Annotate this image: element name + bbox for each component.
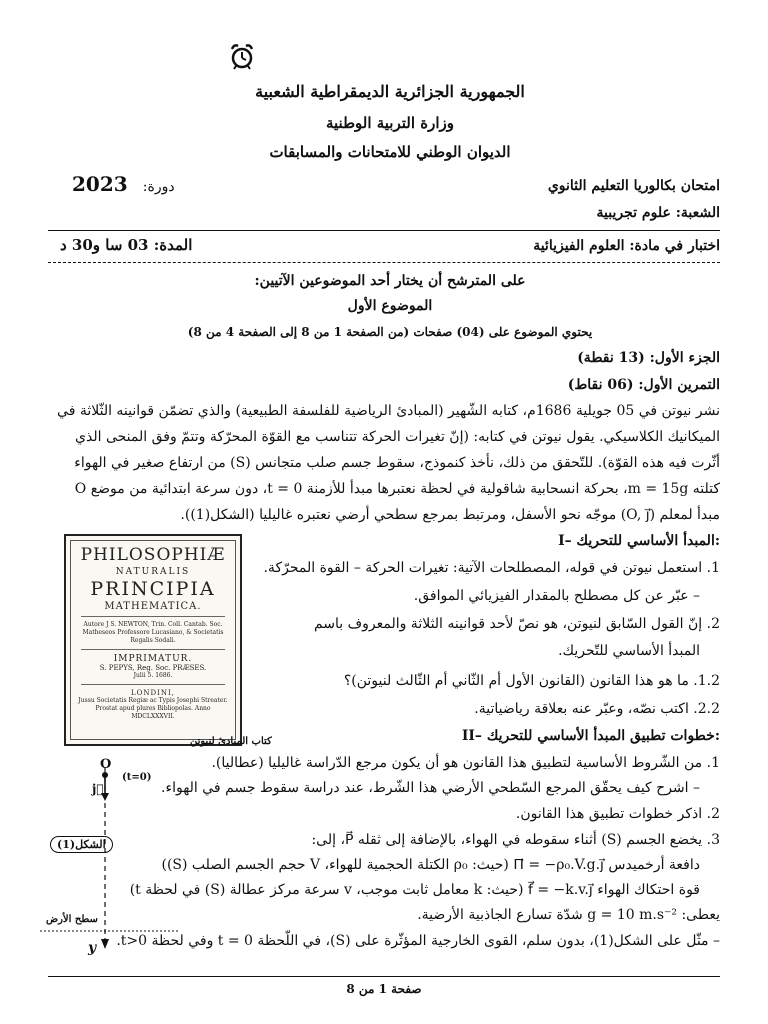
- requirement-4: – مثّل على الشكل(1)، بدون سلم، القوى الخارجية المؤثّرة على (S)، في اللّحظة t = 0 وفي لحظة t>0.: [116, 933, 720, 949]
- t0-label: (t=0): [122, 772, 152, 783]
- header-divider-bottom: [48, 262, 720, 263]
- ministry-title: وزارة التربية الوطنية: [325, 114, 454, 132]
- office-title: الديوان الوطني للامتحانات والمسابقات: [269, 143, 511, 161]
- section-2-title: II– خطوات تطبيق المبدأ الأساسي للتحريك:: [461, 728, 720, 744]
- topic-title: الموضوع الأول: [347, 298, 433, 314]
- section-1-title: I– المبدأ الأساسي للتحريك:: [558, 533, 720, 549]
- y-axis-label: y: [88, 940, 97, 956]
- book-rule-2: [81, 649, 225, 650]
- choose-instruction: على المترشح أن يختار أحد الموضوعين الآتيين:: [254, 273, 526, 289]
- book-author: Autore J S. NEWTON, Trin. Coll. Cantab. Soc. Matheseos Professore Lucasiano, & Societatis Regalis Sodali.: [82, 621, 224, 644]
- book-imprimatur: IMPRIMATUR.: [113, 654, 193, 664]
- book-title-line-1: PHILOSOPHIÆ: [80, 545, 226, 565]
- session: [72, 172, 175, 196]
- given-data: يعطى: g = 10 m.s⁻² شدّة تسارع الجاذبية الأرضية.: [417, 907, 720, 923]
- requirement-1b: – اشرح كيف يحقّق المرجع السّطحي الأرضي هذا الشّرط، عند دراسة سقوط جسم في الهواء.: [161, 780, 700, 796]
- footer-divider: [48, 976, 720, 977]
- session-label: دورة:: [142, 179, 175, 195]
- header-divider-top: [48, 230, 720, 231]
- figure-1-diagram: [40, 755, 180, 975]
- exercise-title: التمرين الأول: (06 نقاط): [567, 377, 720, 393]
- book-inner-frame: [70, 540, 236, 740]
- figure-1-label: الشكل(1): [50, 836, 113, 853]
- book-printer: Jussu Societatis Regiæ ac Typis Josephi Streater. Prostat apud plures Bibliopolas. Anno MDCLXXXVII.: [78, 697, 228, 720]
- paragraph-line-5: مبدأ لمعلم (O, j⃗) موجّه نحو الأسفل، ومرتبط بمرجع سطحي أرضي نعتبره غاليليا (الشكل(1)).: [180, 507, 720, 523]
- republic-title: الجمهورية الجزائرية الديمقراطية الشعبية: [255, 82, 525, 101]
- branch: الشعبة: علوم تجريبية: [596, 205, 720, 221]
- requirement-3: 3. يخضع الجسم (S) أثناء سقوطه في الهواء، بالإضافة إلى ثقله P⃗، إلى:: [311, 832, 720, 848]
- j-vector-label: j⃗: [92, 782, 104, 796]
- question-1: 1. استعمل نيوتن في قوله، المصطلحات الآتية: تغيرات الحركة – القوة المحرّكة.: [263, 560, 720, 576]
- book-title-line-4: MATHEMATICA.: [104, 601, 202, 612]
- requirement-3b: قوة احتكاك الهواء f⃗ = −k.v.j⃗ (حيث: k معامل ثابت موجب، v سرعة مركز عطالة (S) في لحظة t): [129, 882, 700, 898]
- question-2-1: 1.2. ما هو هذا القانون (القانون الأول أم الثّاني أم الثّالث لنيوتن)؟: [343, 673, 720, 689]
- book-rule-1: [81, 616, 225, 617]
- paragraph-line-1: نشر نيوتن في 05 جويلية 1686م، كتابه الشّهير (المبادئ الرياضية للفلسفة الطبيعية) والذي تضمّن قوانينه الثّلاثة في: [57, 403, 720, 419]
- question-2: 2. إنّ القول السّابق لنيوتن، هو نصّ لأحد قوانينه الثلاثة والمعروف باسم: [313, 616, 720, 632]
- alarm-clock-icon: [229, 42, 255, 70]
- paragraph-line-2: الميكانيك الكلاسيكي. يقول نيوتن في كتابه: (إنّ تغيرات الحركة تتناسب مع القوّة المحرّكة وتتمّ وفق المنحى الذي: [75, 429, 720, 445]
- book-city: LONDINI,: [130, 689, 175, 697]
- subject: اختبار في مادة: العلوم الفيزيائية: [533, 238, 720, 254]
- session-year: 2023: [72, 172, 128, 196]
- book-pepys: S. PEPYS, Reg. Soc. PRÆSES.: [99, 664, 207, 672]
- part-title: الجزء الأول: (13 نقطة): [577, 350, 720, 366]
- ground-label: سطح الأرض: [46, 914, 98, 925]
- duration: المدة: 03 سا و30 د: [60, 236, 193, 254]
- page-number: صفحة 1 من 8: [346, 982, 422, 996]
- paragraph-line-3: أثّرت فيه هذه القوّة). للتّحقق من ذلك، نأخذ كنموذج، سقوط جسم صلب متجانس (S) من ارتفاع صغير في الهواء: [74, 455, 720, 471]
- requirement-2: 2. اذكر خطوات تطبيق هذا القانون.: [515, 806, 720, 822]
- requirement-1: 1. من الشّروط الأساسية لتطبيق هذا القانون هو أن يكون مرجع الدّراسة غاليليا (عطاليا).: [211, 755, 720, 771]
- pages-note: يحتوي الموضوع على (04) صفحات (من الصفحة 1 من 8 إلى الصفحة 4 من 8): [187, 325, 593, 339]
- book-caption: كتاب المبادئ لنيوتن: [190, 736, 272, 747]
- y-axis-arrowhead: [101, 939, 109, 949]
- exam-title: امتحان بكالوريا التعليم الثانوي: [547, 178, 720, 194]
- question-1b: – عبّر عن كل مصطلح بالمقدار الفيزيائي الموافق.: [413, 588, 700, 604]
- requirement-3a: دافعة أرخميدس Π⃗ = −ρ₀.V.g.j⃗ (حيث: ρ₀ الكتلة الحجمية للهواء، V حجم الجسم الصلب (S)): [161, 857, 700, 873]
- principia-book-cover: [64, 534, 242, 746]
- question-2b: المبدأ الأساسي للتّحريك.: [558, 643, 700, 659]
- book-title-line-3: PRINCIPIA: [90, 578, 216, 600]
- book-rule-3: [81, 684, 225, 685]
- question-2-2: 2.2. اكتب نصّه، وعبّر عنه بعلاقة رياضياتية.: [474, 701, 720, 717]
- origin-label: O: [100, 757, 112, 772]
- paragraph-line-4: كتلته m = 15g، بحركة انسحابية شاقولية في لحظة نعتبرها مبدأ للأزمنة t = 0، دون سرعة ابتدائية من موضع O: [74, 481, 720, 497]
- book-title-line-2: NATURALIS: [115, 567, 191, 577]
- book-date: Julii 5. 1686.: [133, 672, 173, 679]
